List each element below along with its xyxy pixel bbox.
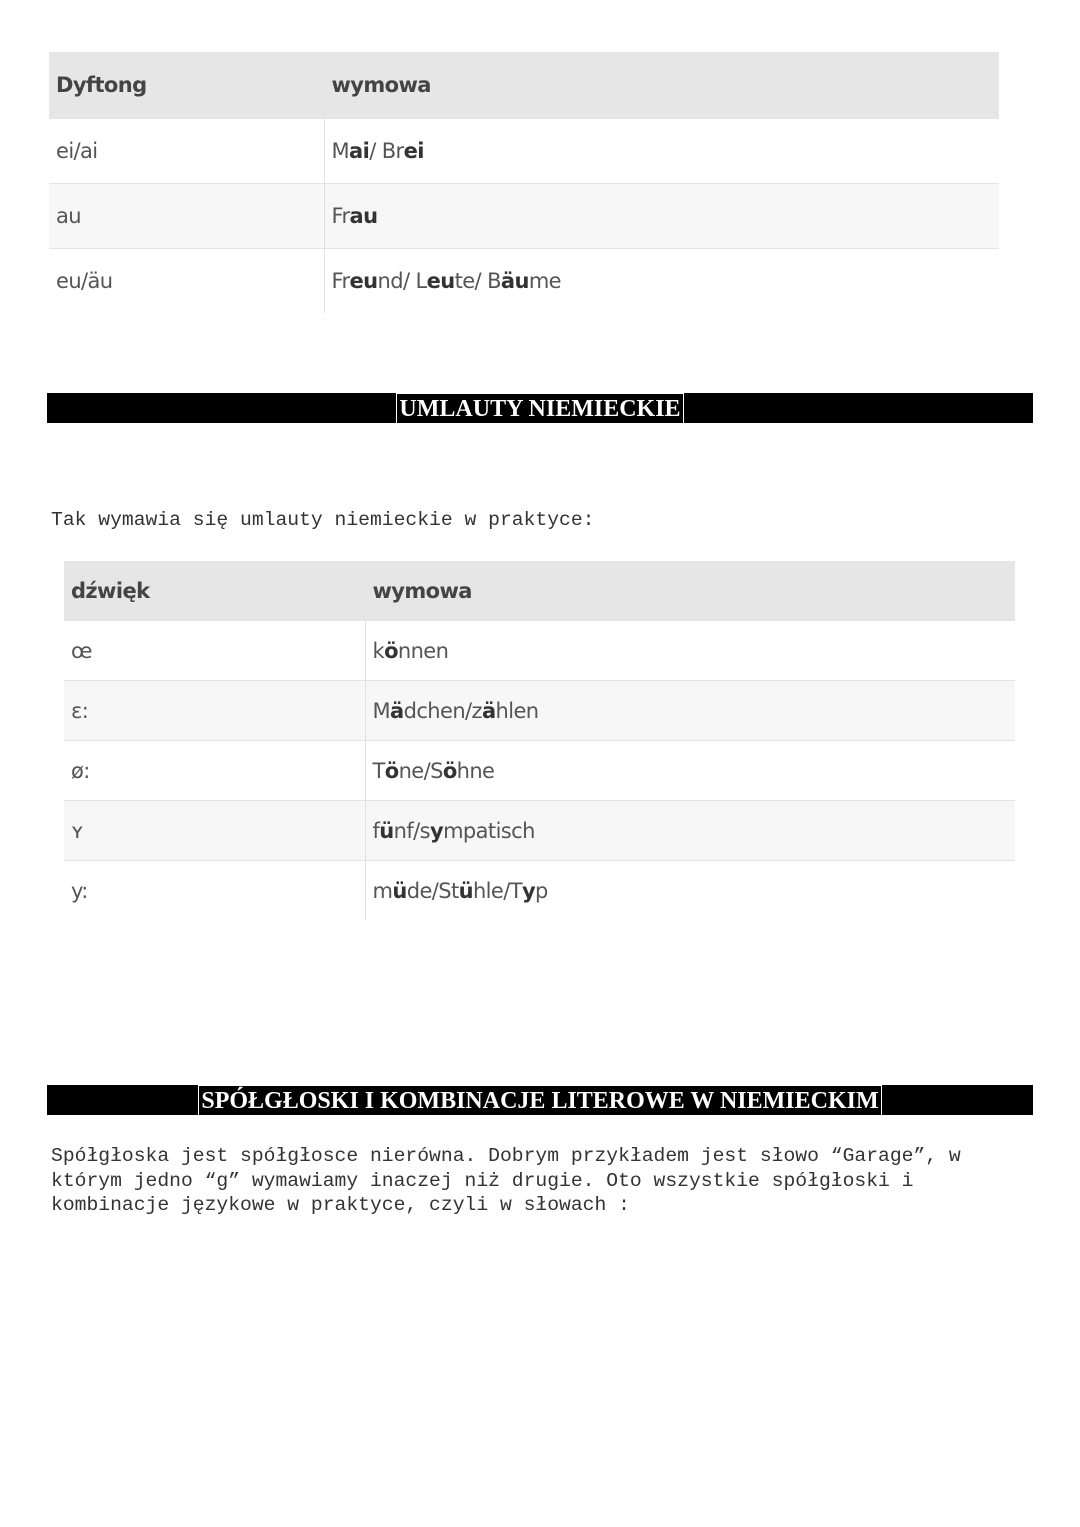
highlighted-letters: ä — [481, 698, 496, 723]
table-header-row — [64, 561, 1015, 621]
word-fragment: k — [372, 638, 385, 663]
sound-cell: ʏ — [64, 801, 365, 861]
sound-cell: œ — [64, 621, 365, 681]
sound-cell: ei/ai — [49, 119, 324, 184]
word-fragment: de/St — [406, 878, 459, 903]
highlighted-letters: ei — [403, 139, 424, 163]
umlaut-intro-text: Tak wymawia się umlauty niemieckie w praktyce: — [51, 509, 595, 531]
table-row — [49, 249, 999, 314]
section-heading-text: UMLAUTY NIEMIECKIE — [396, 393, 683, 423]
word-fragment: dchen/z — [403, 698, 482, 723]
column-header: wymowa — [365, 561, 1015, 621]
section-heading-umlauts — [47, 393, 1033, 423]
word-fragment: nnen — [397, 638, 449, 663]
highlighted-letters: ö — [384, 758, 399, 783]
word-fragment: m — [372, 878, 393, 903]
example-cell — [365, 861, 1015, 921]
word-fragment: ne/S — [398, 758, 443, 783]
highlighted-letters: ö — [442, 758, 457, 783]
section-heading-text: SPÓŁGŁOSKI I KOMBINACJE LITEROWE W NIEMIECKIM — [198, 1085, 881, 1115]
highlighted-letters: au — [349, 204, 378, 228]
table-row — [64, 681, 1015, 741]
sound-cell: eu/äu — [49, 249, 324, 314]
diphthong-table — [49, 52, 999, 313]
example-cell — [324, 249, 999, 314]
highlighted-letters: ö — [384, 638, 398, 663]
highlighted-letters: ü — [379, 818, 394, 843]
highlighted-letters: y — [429, 818, 444, 843]
table-row — [64, 801, 1015, 861]
word-fragment: T — [372, 758, 385, 783]
table-row — [49, 119, 999, 184]
column-header: wymowa — [324, 52, 999, 119]
word-fragment: me — [528, 269, 562, 293]
table-row — [64, 621, 1015, 681]
word-fragment: M — [331, 139, 350, 163]
section-heading-consonants — [47, 1085, 1033, 1115]
word-fragment: hle/T — [472, 878, 522, 903]
table-row — [49, 184, 999, 249]
word-fragment: Fr — [331, 204, 350, 228]
example-cell — [324, 184, 999, 249]
table-header-row — [49, 52, 999, 119]
example-cell — [324, 119, 999, 184]
column-header: Dyftong — [49, 52, 324, 119]
highlighted-letters: äu — [500, 269, 529, 293]
consonant-intro-text: Spółgłoska jest spółgłosce nierówna. Dobrym przykładem jest słowo “Garage”, w którym jedno “g” wymawiamy inaczej niż drugie. Oto wszystkie spółgłoski i kombinacje językowe w praktyce, czyli w słowach : — [51, 1145, 973, 1216]
sound-cell: y: — [64, 861, 365, 921]
word-fragment: / Br — [369, 139, 404, 163]
highlighted-letters: ä — [390, 698, 404, 723]
word-fragment: nf/s — [393, 818, 430, 843]
highlighted-letters: y — [521, 878, 536, 903]
word-fragment: M — [372, 698, 391, 723]
word-fragment: Fr — [331, 269, 350, 293]
word-fragment: f — [372, 818, 380, 843]
word-fragment: hne — [456, 758, 495, 783]
word-fragment: mpatisch — [443, 818, 535, 843]
table-row — [64, 741, 1015, 801]
word-fragment: p — [535, 878, 548, 903]
highlighted-letters: ai — [349, 139, 370, 163]
word-fragment: nd/ L — [377, 269, 427, 293]
column-header: dźwięk — [64, 561, 365, 621]
example-cell — [365, 741, 1015, 801]
example-cell — [365, 801, 1015, 861]
sound-cell: au — [49, 184, 324, 249]
example-cell — [365, 621, 1015, 681]
highlighted-letters: ü — [392, 878, 407, 903]
highlighted-letters: ü — [458, 878, 473, 903]
sound-cell: ø: — [64, 741, 365, 801]
table-row — [64, 861, 1015, 921]
sound-cell: ɛ: — [64, 681, 365, 741]
highlighted-letters: eu — [349, 269, 378, 293]
highlighted-letters: eu — [426, 269, 455, 293]
word-fragment: te/ B — [454, 269, 501, 293]
example-cell — [365, 681, 1015, 741]
umlaut-table — [64, 561, 1015, 920]
word-fragment: hlen — [495, 698, 539, 723]
